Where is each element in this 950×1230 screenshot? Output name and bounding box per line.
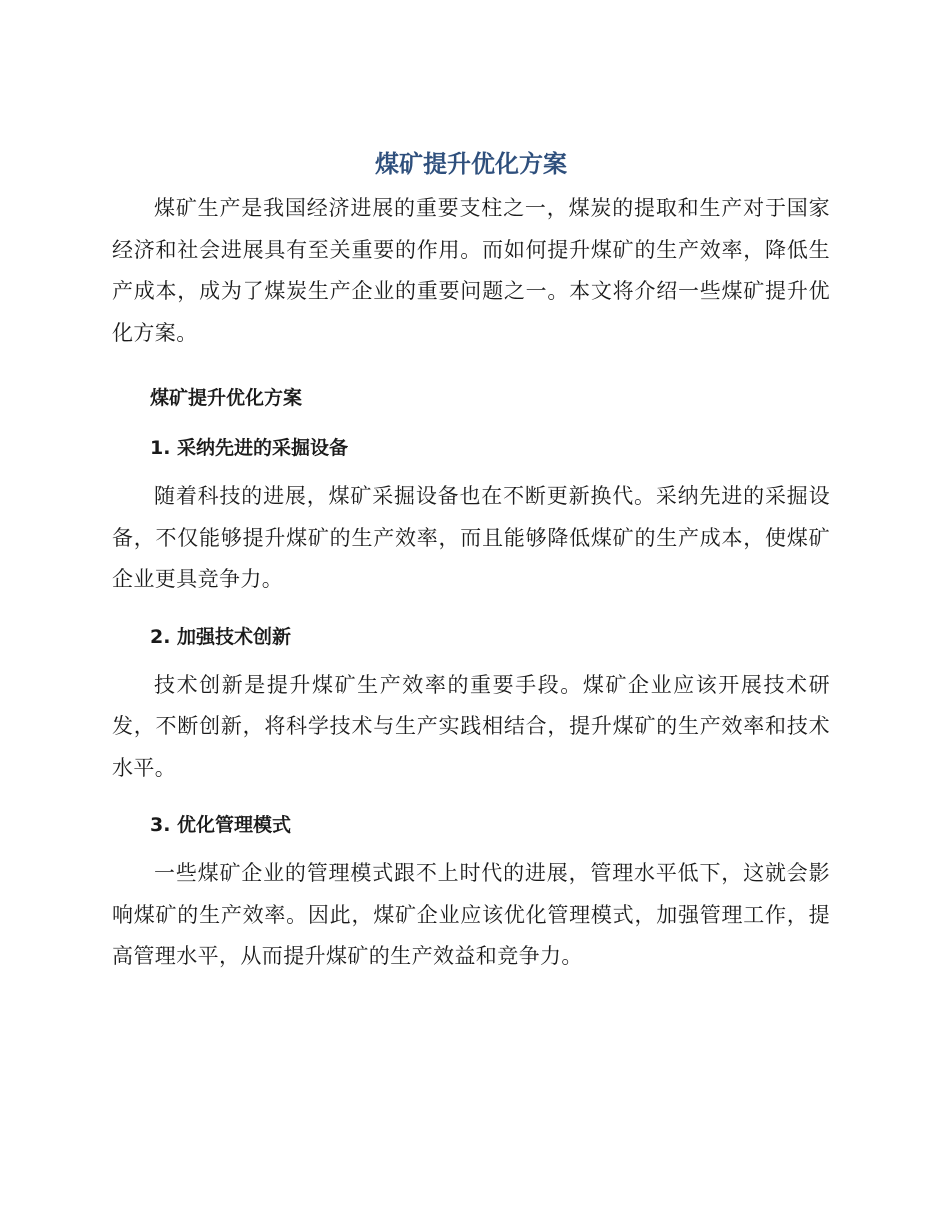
document-content xyxy=(112,146,830,978)
document-title: 煤矿提升优化方案 xyxy=(375,150,567,178)
section-heading-1: 1. 采纳先进的采掘设备 xyxy=(150,437,349,459)
section-body-2: 技术创新是提升煤矿生产效率的重要手段。煤矿企业应该开展技术研发，不断创新，将科学技术与生产实践相结合，提升煤矿的生产效率和技术水平。 xyxy=(112,672,830,780)
section-heading-3: 3. 优化管理模式 xyxy=(150,814,292,836)
main-heading: 煤矿提升优化方案 xyxy=(150,387,303,409)
section-body-3: 一些煤矿企业的管理模式跟不上时代的进展，管理水平低下，这就会影响煤矿的生产效率。因此，煤矿企业应该优化管理模式，加强管理工作，提高管理水平，从而提升煤矿的生产效益和竞争力。 xyxy=(112,861,830,968)
intro-paragraph: 煤矿生产是我国经济进展的重要支柱之一，煤炭的提取和生产对于国家经济和社会进展具有至关重要的作用。而如何提升煤矿的生产效率，降低生产成本，成为了煤炭生产企业的重要问题之一。本文将介绍一些煤矿提升优化方案。 xyxy=(112,196,830,345)
section-heading-2: 2. 加强技术创新 xyxy=(150,625,292,648)
section-body-1: 随着科技的进展，煤矿采掘设备也在不断更新换代。采纳先进的采掘设备，不仅能够提升煤矿的生产效率，而且能够降低煤矿的生产成本，使煤矿企业更具竞争力。 xyxy=(112,484,830,591)
